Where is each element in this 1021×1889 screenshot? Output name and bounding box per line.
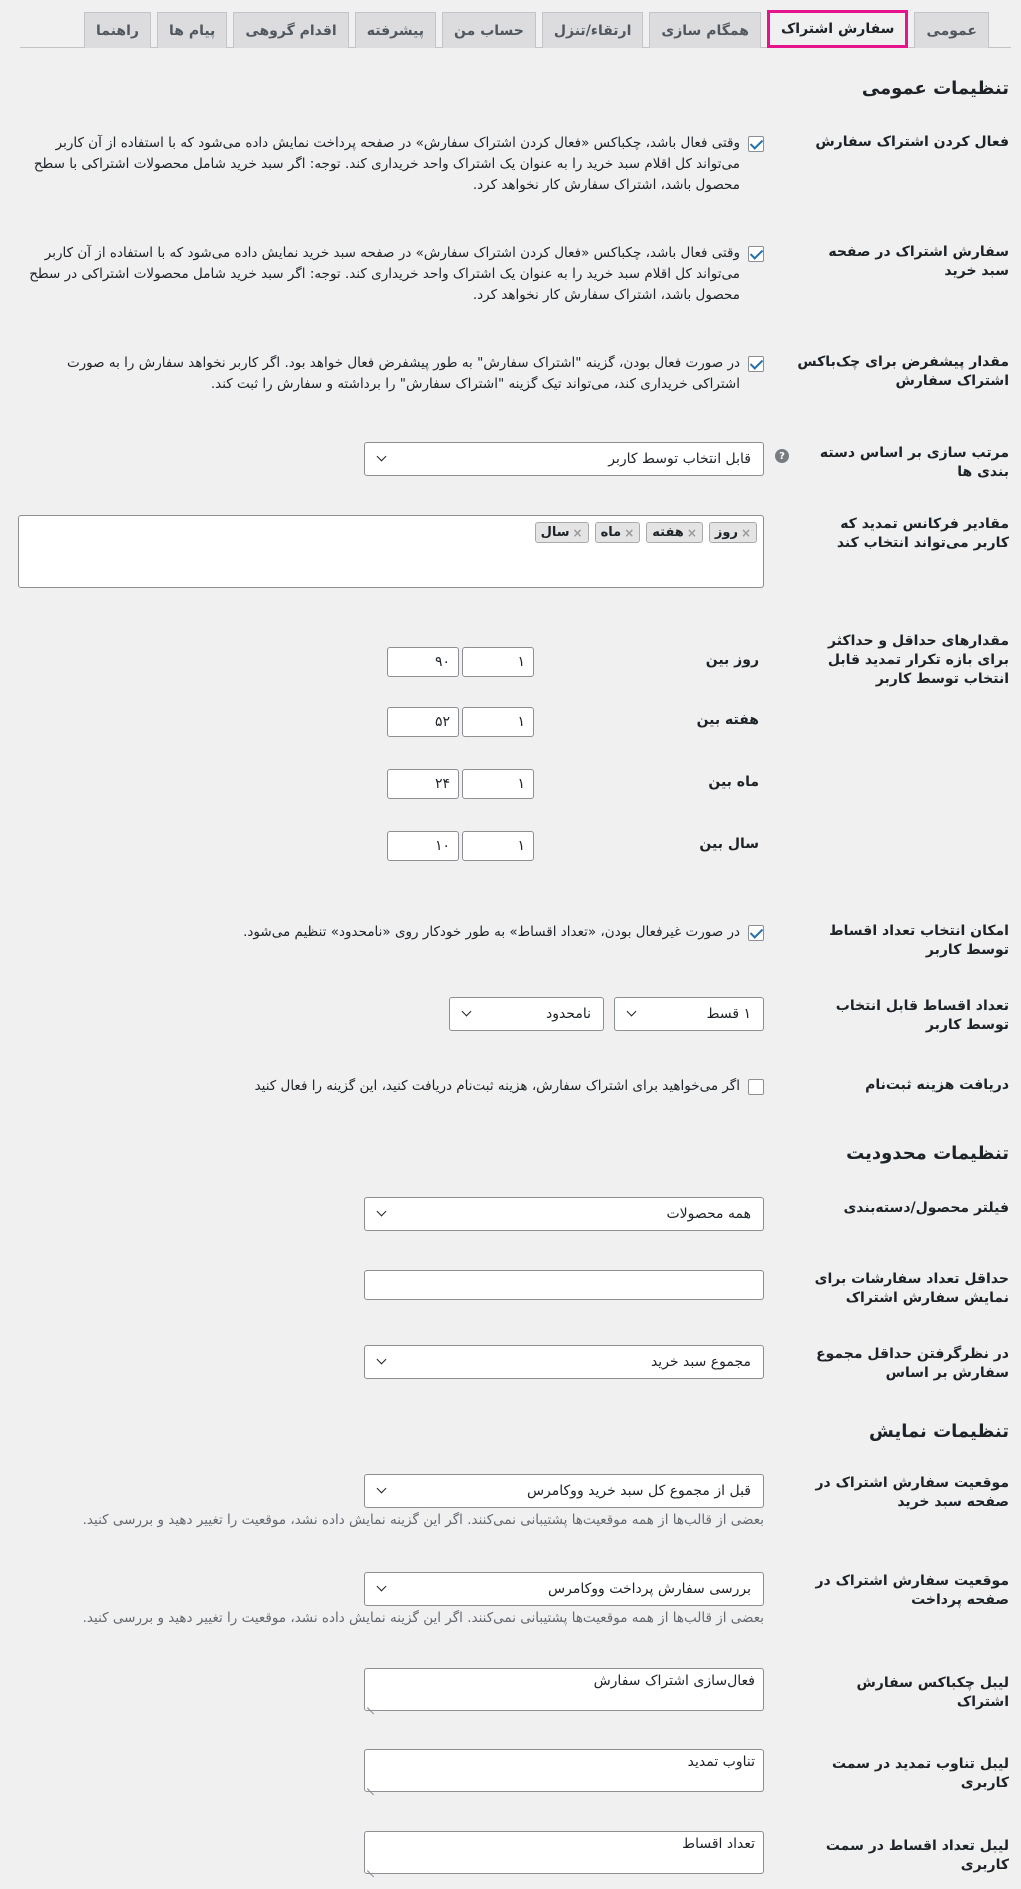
cart-position-value: قبل از مجموع کل سبد خرید ووکامرس xyxy=(526,1483,751,1499)
enable-subscription-label: فعال کردن اشتراک سفارش xyxy=(815,134,1009,150)
installments-toggle-description: در صورت غیرفعال بودن، «تعداد اقساط» به طور خودکار روی «نامحدود» تنظیم می‌شود. xyxy=(243,924,740,940)
checkout-position-row xyxy=(18,1572,1009,1632)
resize-handle-icon[interactable] xyxy=(367,1699,376,1708)
year-range-label: سال بین xyxy=(699,836,759,852)
general-settings-title: تنظیمات عمومی xyxy=(861,78,1009,99)
frequency-chip-month xyxy=(595,522,641,543)
tab-sync[interactable]: همگام سازی xyxy=(649,12,761,48)
cart-subscription-checkbox[interactable] xyxy=(748,246,764,262)
signup-fee-checkbox[interactable] xyxy=(748,1079,764,1095)
default-checked-description: در صورت فعال بودن، گزینه "اشتراک سفارش" به طور پیشفرض فعال خواهد بود. اگر کاربر نخواهد سفارش را به صورت اشتراکی خریداری کند، می‌تواند تیک گزینه "اشتراک سفارش" را برداشته و سفارش را ثبت کند. xyxy=(66,355,740,392)
installments-label-label: لیبل تعداد اقساط در سمت کاربری xyxy=(825,1838,1009,1873)
min-orders-row xyxy=(18,1270,1009,1310)
installments-label: تعداد اقساط قابل انتخاب توسط کاربر xyxy=(835,998,1009,1033)
enable-subscription-control xyxy=(18,133,764,196)
frequency-chip-day xyxy=(709,522,757,543)
product-filter-row xyxy=(18,1197,1009,1233)
installments-toggle-row xyxy=(18,922,1009,962)
min-orders-input[interactable] xyxy=(364,1270,764,1300)
day-max-input[interactable]: ۹۰ xyxy=(387,647,459,677)
chevron-down-icon xyxy=(375,1206,389,1220)
frequency-chip-year xyxy=(535,522,589,543)
month-max-input[interactable]: ۲۴ xyxy=(387,769,459,799)
renewal-frequencies-label: مقادیر فرکانس تمدید که کاربر می‌تواند انتخاب کند xyxy=(836,516,1009,551)
sort-by-category-value: قابل انتخاب توسط کاربر xyxy=(608,451,751,467)
resize-handle-icon[interactable] xyxy=(367,1780,376,1789)
cart-subscription-description: وقتی فعال باشد، چکباکس «فعال کردن اشتراک سفارش» در صفحه سبد خرید نمایش داده می‌شود که با استفاده از آن کاربر می‌تواند کل اقلام سبد خرید را به عنوان یک اشتراک واحد خریداری کند. توجه: اگر سبد خرید شامل محصولات اشتراکی در سطح محصول باشد، اشتراک سفارش کار نخواهد کرد. xyxy=(29,245,740,303)
signup-fee-row xyxy=(18,1076,1009,1100)
help-icon[interactable]: ? xyxy=(775,449,789,463)
installments-max-value: نامحدود xyxy=(545,1006,591,1022)
renewal-frequencies-multiselect[interactable] xyxy=(18,515,764,588)
remove-chip-icon[interactable]: × xyxy=(740,525,751,540)
checkout-position-value: بررسی سفارش پرداخت ووکامرس xyxy=(548,1581,751,1597)
restriction-settings-title: تنظیمات محدودیت xyxy=(846,1143,1009,1164)
checkbox-label-value: فعال‌سازی اشتراک سفارش xyxy=(593,1673,755,1689)
renewal-frequencies-row xyxy=(18,515,1009,591)
tab-order-subscription[interactable]: سفارش اشتراک xyxy=(767,10,908,48)
product-filter-value: همه محصولات xyxy=(666,1206,751,1222)
cart-subscription-row xyxy=(18,243,1009,313)
frequency-chips xyxy=(19,516,763,543)
enable-subscription-checkbox[interactable] xyxy=(748,136,764,152)
tab-messages[interactable]: پیام ها xyxy=(157,12,227,48)
installments-row xyxy=(18,997,1009,1037)
tab-bulk-action[interactable]: اقدام گروهی xyxy=(233,12,348,48)
checkbox-label-label: لیبل چکباکس سفارش اشتراک xyxy=(856,1675,1009,1710)
frequency-chip-week xyxy=(646,522,703,543)
enable-subscription-description: وقتی فعال باشد، چکباکس «فعال کردن اشتراک سفارش» در صفحه پرداخت نمایش داده می‌شود که با استفاده از آن کاربر می‌تواند کل اقلام سبد خرید را به عنوان یک اشتراک واحد خریداری کند. توجه: اگر سبد خرید شامل محصولات اشتراکی با سطح محصول باشد، اشتراک سفارش کار نخواهد کرد. xyxy=(33,135,740,193)
chevron-down-icon xyxy=(375,451,389,465)
installments-label-value: تعداد اقساط xyxy=(682,1836,755,1852)
sort-by-category-row xyxy=(18,442,1009,478)
resize-handle-icon[interactable] xyxy=(367,1862,376,1871)
month-range-label: ماه بین xyxy=(708,774,759,790)
product-filter-select[interactable] xyxy=(364,1197,764,1231)
sort-by-category-label: مرتب سازی بر اساس دسته بندی ها xyxy=(819,445,1009,480)
signup-fee-label: دریافت هزینه ثبت‌نام xyxy=(865,1077,1009,1093)
min-total-row xyxy=(18,1345,1009,1385)
month-min-input[interactable]: ۱ xyxy=(462,769,534,799)
cart-subscription-label: سفارش اشتراک در صفحه سبد خرید xyxy=(828,244,1009,279)
chevron-down-icon xyxy=(375,1483,389,1497)
installments-toggle-label: امکان انتخاب تعداد اقساط توسط کاربر xyxy=(829,923,1009,958)
week-range-label: هفته بین xyxy=(696,712,759,728)
frequency-label-textarea[interactable] xyxy=(364,1749,764,1792)
product-filter-label: فیلتر محصول/دسته‌بندی xyxy=(843,1200,1009,1216)
tab-my-account[interactable]: حساب من xyxy=(442,12,536,48)
year-max-input[interactable]: ۱۰ xyxy=(387,831,459,861)
installments-min-select[interactable] xyxy=(614,997,764,1031)
remove-chip-icon[interactable]: × xyxy=(624,525,635,540)
remove-chip-icon[interactable]: × xyxy=(572,525,583,540)
interval-ranges-label: مقدارهای حداقل و حداکثر برای بازه تکرار تمدید قابل انتخاب توسط کاربر xyxy=(827,633,1009,687)
default-checked-label: مقدار پیشفرض برای چک‌باکس اشتراک سفارش xyxy=(797,354,1009,389)
chip-label: روز xyxy=(714,525,738,540)
tab-bar xyxy=(20,0,1011,48)
chip-label: سال xyxy=(540,525,570,540)
frequency-label-row xyxy=(18,1749,1009,1794)
tab-general[interactable]: عمومی xyxy=(914,12,989,48)
year-min-input[interactable]: ۱ xyxy=(462,831,534,861)
signup-fee-description: اگر می‌خواهید برای اشتراک سفارش، هزینه ثبت‌نام دریافت کنید، این گزینه را فعال کنید xyxy=(254,1078,740,1094)
chevron-down-icon xyxy=(375,1354,389,1368)
day-range-label: روز بین xyxy=(705,652,759,668)
default-checked-checkbox[interactable] xyxy=(748,356,764,372)
checkbox-label-textarea[interactable] xyxy=(364,1668,764,1711)
installments-toggle-checkbox[interactable] xyxy=(748,925,764,941)
chevron-down-icon xyxy=(375,1581,389,1595)
checkout-position-label: موقعیت سفارش اشتراک در صفحه پرداخت xyxy=(815,1573,1009,1608)
chip-label: ماه xyxy=(600,525,622,540)
frequency-label-value: تناوب تمدید xyxy=(687,1754,755,1770)
min-total-label: در نظرگرفتن حداقل مجموع سفارش بر اساس xyxy=(816,1346,1009,1381)
cart-position-select[interactable] xyxy=(364,1474,764,1508)
cart-subscription-control xyxy=(18,243,764,306)
checkbox-label-row xyxy=(18,1668,1009,1713)
default-checked-control xyxy=(18,353,764,395)
chevron-down-icon xyxy=(460,1006,474,1020)
display-settings-title: تنظیمات نمایش xyxy=(869,1421,1009,1442)
installments-min-value: ۱ قسط xyxy=(706,1006,751,1022)
frequency-label-label: لیبل تناوب تمدید در سمت کاربری xyxy=(832,1756,1009,1791)
sort-by-category-select[interactable] xyxy=(364,442,764,476)
installments-toggle-control xyxy=(18,922,764,943)
week-max-input[interactable]: ۵۲ xyxy=(387,707,459,737)
signup-fee-control xyxy=(18,1076,764,1097)
min-orders-label: حداقل تعداد سفارشات برای نمایش سفارش اشتراک xyxy=(814,1271,1009,1306)
checkout-position-description: بعضی از قالب‌ها از همه موقعیت‌ها پشتیبانی نمی‌کنند. اگر این گزینه نمایش داده نشد، موقعیت را تغییر دهید و بررسی کنید. xyxy=(82,1610,764,1626)
cart-position-description: بعضی از قالب‌ها از همه موقعیت‌ها پشتیبانی نمی‌کنند. اگر این گزینه نمایش داده نشد، موقعیت را تغییر دهید و بررسی کنید. xyxy=(82,1512,764,1528)
enable-subscription-row xyxy=(18,133,1009,203)
min-total-value: مجموع سبد خرید xyxy=(650,1354,751,1370)
installments-label-row xyxy=(18,1831,1009,1876)
checkout-position-select[interactable] xyxy=(364,1572,764,1606)
cart-position-row xyxy=(18,1474,1009,1534)
interval-ranges-row xyxy=(18,632,1009,872)
week-min-input[interactable]: ۱ xyxy=(462,707,534,737)
tab-advanced[interactable]: پیشرفته xyxy=(355,12,436,48)
installments-max-select[interactable] xyxy=(449,997,604,1031)
chevron-down-icon xyxy=(625,1006,639,1020)
tab-help[interactable]: راهنما xyxy=(84,12,151,48)
remove-chip-icon[interactable]: × xyxy=(686,525,697,540)
day-min-input[interactable]: ۱ xyxy=(462,647,534,677)
chip-label: هفته xyxy=(652,525,684,540)
cart-position-label: موقعیت سفارش اشتراک در صفحه سبد خرید xyxy=(815,1475,1009,1510)
tab-upgrade-downgrade[interactable]: ارتقاء/تنزل xyxy=(542,12,644,48)
min-total-select[interactable] xyxy=(364,1345,764,1379)
installments-label-textarea[interactable] xyxy=(364,1831,764,1874)
default-checked-row xyxy=(18,353,1009,403)
